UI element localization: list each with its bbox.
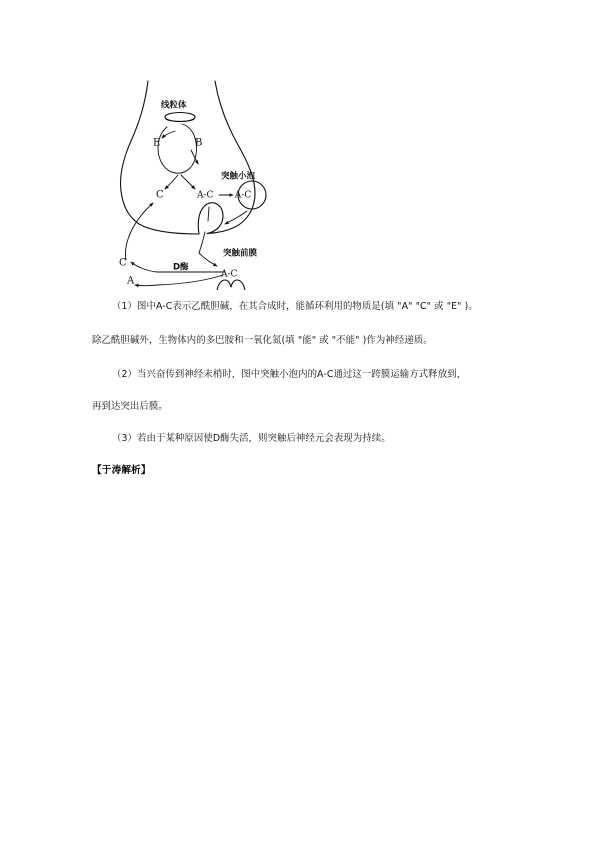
- figure-label-c-upper: C: [156, 189, 164, 201]
- figure-label-e: E: [153, 137, 161, 149]
- figure-label-vesicle-title: 突触小泡: [221, 171, 256, 182]
- question-2-line-2: 再到达突出后膜。: [92, 401, 168, 412]
- question-3-line-1: （3）若由于某种原因使D酶失活，则突触后神经元会表现为持续。: [112, 433, 391, 444]
- figure-label-a-product: A: [127, 275, 135, 287]
- figure-label-c-lower: C: [119, 257, 127, 269]
- figure-label-b: B: [195, 137, 203, 149]
- synapse-diagram: [95, 75, 300, 290]
- question-2-line-1: （2）当兴奋传到神经末梢时，图中突触小泡内的A-C通过这一跨膜运输方式释放到，: [112, 369, 467, 380]
- figure-label-ac-vesicle: A-C: [234, 190, 252, 201]
- question-1-line-2: 除乙酰胆碱外，生物体内的多巴胺和一氧化氮(填 "能" 或 "不能" )作为神经递质。: [92, 335, 433, 346]
- figure-label-presynaptic-membrane: 突触前膜: [223, 248, 258, 259]
- figure-label-d-enzyme: D酶: [173, 262, 189, 273]
- analysis-heading: 【于涛解析】: [92, 465, 151, 476]
- figure-label-ac-cleft: A-C: [221, 269, 238, 280]
- figure-label-ac-free: A-C: [197, 190, 214, 201]
- figure-label-mitochondria: 线粒体: [161, 100, 187, 111]
- question-1-line-1: （1）图中A-C表示乙酰胆碱，在其合成时，能循环利用的物质是(填 "A" "C" 或 "E" )。: [112, 301, 478, 312]
